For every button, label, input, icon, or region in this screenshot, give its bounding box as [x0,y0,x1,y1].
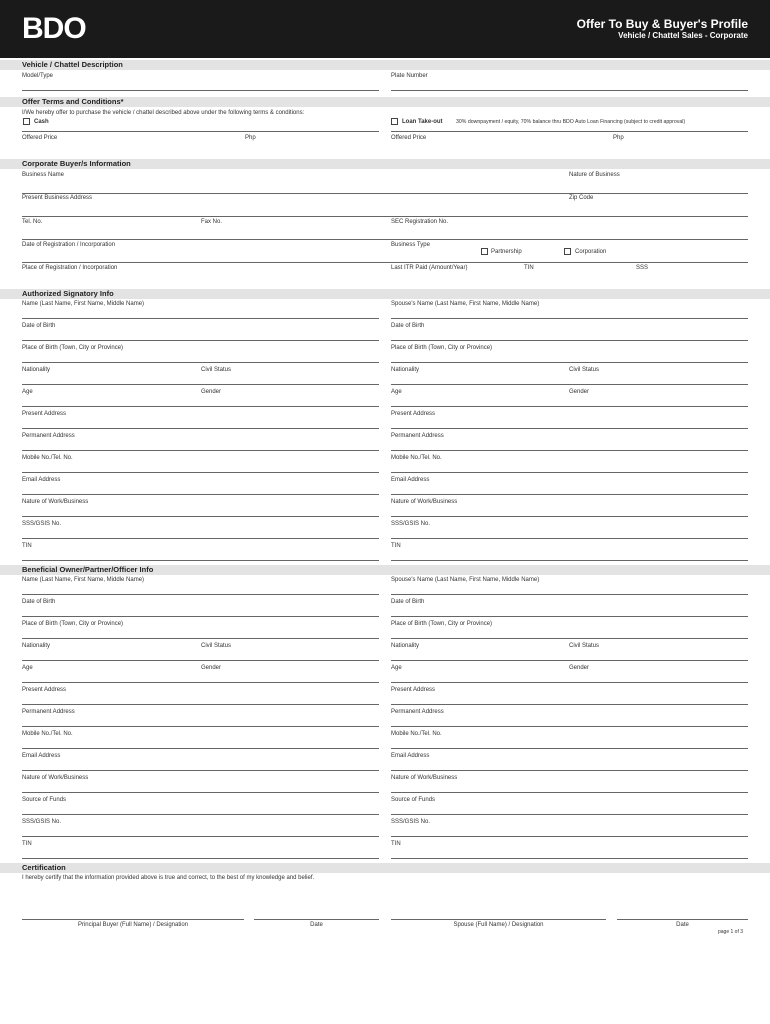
field-input-line[interactable] [22,616,379,617]
field-label: Permanent Address [391,709,444,715]
plate-label: Plate Number [391,73,428,79]
field-label: Source of Funds [22,797,67,803]
business-name-field[interactable] [22,193,748,194]
section-corporate: Corporate Buyer/s Information [0,159,770,169]
field-label: Age [391,389,402,395]
loan-label: Loan Take-out [402,119,443,125]
field-input-line[interactable] [22,472,379,473]
field-input-line[interactable] [22,748,379,749]
field-input-line[interactable] [391,726,748,727]
field-input-line[interactable] [391,362,748,363]
section-certification: Certification [0,863,770,873]
field-input-line[interactable] [391,318,748,319]
php-label-2: Php [613,135,624,141]
nature-business-label: Nature of Business [569,172,620,178]
field-label: SSS/GSIS No. [22,819,62,825]
field-label: Place of Birth (Town, City or Province) [391,345,493,351]
field-input-line[interactable] [391,340,748,341]
field-label: Permanent Address [22,433,75,439]
field-label: Spouse's Name (Last Name, First Name, Middle Name) [391,577,540,583]
field-label: Age [391,665,402,671]
field-input-line[interactable] [22,406,379,407]
field-input-line[interactable] [22,384,379,385]
field-input-line[interactable] [22,362,379,363]
field-input-line[interactable] [22,836,379,837]
field-input-line[interactable] [22,340,379,341]
field-input-line[interactable] [391,472,748,473]
field-label: Nature of Work/Business [22,499,89,505]
corporation-checkbox[interactable] [564,248,571,255]
field-input-line[interactable] [391,792,748,793]
field-label: Nationality [22,643,51,649]
field-input-line[interactable] [391,538,748,539]
plate-field[interactable] [391,90,748,91]
fax-label: Fax No. [201,219,223,225]
field-label: Civil Status [201,367,232,373]
section-offer: Offer Terms and Conditions* [0,97,770,107]
field-label: Gender [569,665,590,671]
field-label: Nature of Work/Business [391,775,458,781]
field-label: Gender [201,389,222,395]
field-input-line[interactable] [391,450,748,451]
field-label: TIN [391,841,401,847]
field-input-line[interactable] [22,450,379,451]
business-type-label: Business Type [391,242,430,248]
field-label: Present Address [22,687,67,693]
field-input-line[interactable] [391,814,748,815]
field-input-line[interactable] [22,494,379,495]
principal-date-field[interactable] [254,919,379,920]
field-input-line[interactable] [22,858,379,859]
field-label: Spouse's Name (Last Name, First Name, Middle Name) [391,301,540,307]
field-input-line[interactable] [391,560,748,561]
field-input-line[interactable] [22,770,379,771]
field-label: TIN [22,841,32,847]
zip-label: Zip Code [569,195,594,201]
field-label: Nationality [22,367,51,373]
field-input-line[interactable] [22,538,379,539]
principal-signature-field[interactable] [22,919,244,920]
business-name-label: Business Name [22,172,65,178]
certification-text: I hereby certify that the information provided above is true and correct, to the best of my knowledge and belief. [22,875,315,881]
field-label: Email Address [22,477,61,483]
field-input-line[interactable] [22,682,379,683]
date-reg-label: Date of Registration / Incorporation [22,242,116,248]
field-label: Place of Birth (Town, City or Province) [22,345,124,351]
field-label: Mobile No./Tel. No. [22,731,73,737]
field-input-line[interactable] [22,704,379,705]
field-label: Age [22,665,33,671]
principal-date-label: Date [310,922,323,928]
model-label: Model/Type [22,73,54,79]
field-input-line[interactable] [391,384,748,385]
spouse-date-field[interactable] [617,919,748,920]
field-label: Nature of Work/Business [22,775,89,781]
field-label: Nature of Work/Business [391,499,458,505]
field-label: Email Address [391,753,430,759]
field-input-line[interactable] [22,814,379,815]
loan-checkbox[interactable] [391,118,398,125]
field-label: SSS/GSIS No. [22,521,62,527]
field-label: Date of Birth [391,599,425,605]
field-label: Present Address [22,411,67,417]
field-label: Source of Funds [391,797,436,803]
field-label: Place of Birth (Town, City or Province) [22,621,124,627]
field-label: Civil Status [569,643,600,649]
page-header [0,0,770,58]
divider [391,131,748,132]
field-input-line[interactable] [391,406,748,407]
address-label: Present Business Address [22,195,93,201]
field-label: SSS/GSIS No. [391,521,431,527]
itr-label: Last ITR Paid (Amount/Year) [391,265,468,271]
loan-description: 30% downpayment / equity, 70% balance thru BDO Auto Loan Financing (subject to credit approval) [456,119,686,125]
field-input-line[interactable] [391,594,748,595]
field-label: Mobile No./Tel. No. [391,455,442,461]
section-vehicle: Vehicle / Chattel Description [0,60,770,70]
field-input-line[interactable] [391,428,748,429]
field-label: TIN [22,543,32,549]
field-label: Gender [569,389,590,395]
field-label: TIN [391,543,401,549]
field-label: Name (Last Name, First Name, Middle Name) [22,577,145,583]
place-reg-label: Place of Registration / Incorporation [22,265,118,271]
field-label: Gender [201,665,222,671]
field-input-line[interactable] [22,560,379,561]
field-input-line[interactable] [391,836,748,837]
field-input-line[interactable] [391,858,748,859]
field-label: Permanent Address [22,709,75,715]
model-field[interactable] [22,90,379,91]
partnership-label: Partnership [491,249,522,255]
spouse-signature-label: Spouse (Full Name) / Designation [453,922,544,928]
address-field[interactable] [22,216,748,217]
tin-label: TIN [524,265,534,271]
field-input-line[interactable] [22,594,379,595]
field-label: Place of Birth (Town, City or Province) [391,621,493,627]
field-label: Civil Status [569,367,600,373]
field-label: Date of Birth [22,599,56,605]
field-input-line[interactable] [391,516,748,517]
offered-price-label: Offered Price [22,135,58,141]
field-label: Name (Last Name, First Name, Middle Name) [22,301,145,307]
tel-field[interactable] [22,239,748,240]
form-subtitle: Vehicle / Chattel Sales - Corporate [618,31,748,40]
cash-label: Cash [34,119,49,125]
field-input-line[interactable] [22,516,379,517]
sec-label: SEC Registration No. [391,219,449,225]
field-label: Present Address [391,411,436,417]
cash-checkbox[interactable] [23,118,30,125]
field-input-line[interactable] [391,682,748,683]
field-input-line[interactable] [391,660,748,661]
field-label: Civil Status [201,643,232,649]
field-label: Nationality [391,367,420,373]
principal-signature-label: Principal Buyer (Full Name) / Designation [77,922,189,928]
field-input-line[interactable] [391,748,748,749]
spouse-date-label: Date [676,922,689,928]
field-label: Mobile No./Tel. No. [22,455,73,461]
section-authorized-signatory: Authorized Signatory Info [0,289,770,299]
bdo-logo: BDO [22,12,86,45]
field-label: Date of Birth [22,323,56,329]
field-label: Email Address [22,753,61,759]
field-input-line[interactable] [391,638,748,639]
field-label: SSS/GSIS No. [391,819,431,825]
field-input-line[interactable] [391,616,748,617]
field-label: Mobile No./Tel. No. [391,731,442,737]
field-input-line[interactable] [391,704,748,705]
date-reg-field[interactable] [22,262,748,263]
field-input-line[interactable] [22,660,379,661]
field-input-line[interactable] [22,726,379,727]
field-input-line[interactable] [391,494,748,495]
php-label: Php [245,135,256,141]
field-label: Email Address [391,477,430,483]
sss-label: SSS [636,265,649,271]
field-label: Present Address [391,687,436,693]
field-input-line[interactable] [22,638,379,639]
form-title: Offer To Buy & Buyer's Profile [576,17,748,31]
partnership-checkbox[interactable] [481,248,488,255]
spouse-signature-field[interactable] [391,919,606,920]
tel-label: Tel. No. [22,219,43,225]
field-input-line[interactable] [22,318,379,319]
field-label: Date of Birth [391,323,425,329]
section-beneficial-owner: Beneficial Owner/Partner/Officer Info [0,565,770,575]
field-input-line[interactable] [22,428,379,429]
page-number: page 1 of 3 [718,929,744,935]
field-input-line[interactable] [22,792,379,793]
field-label: Permanent Address [391,433,444,439]
corporation-label: Corporation [575,249,607,255]
divider [22,131,379,132]
field-label: Age [22,389,33,395]
field-label: Nationality [391,643,420,649]
offer-intro: I/We hereby offer to purchase the vehicle / chattel described above under the following terms & conditions: [22,110,305,116]
field-input-line[interactable] [391,770,748,771]
offered-price-label-2: Offered Price [391,135,427,141]
